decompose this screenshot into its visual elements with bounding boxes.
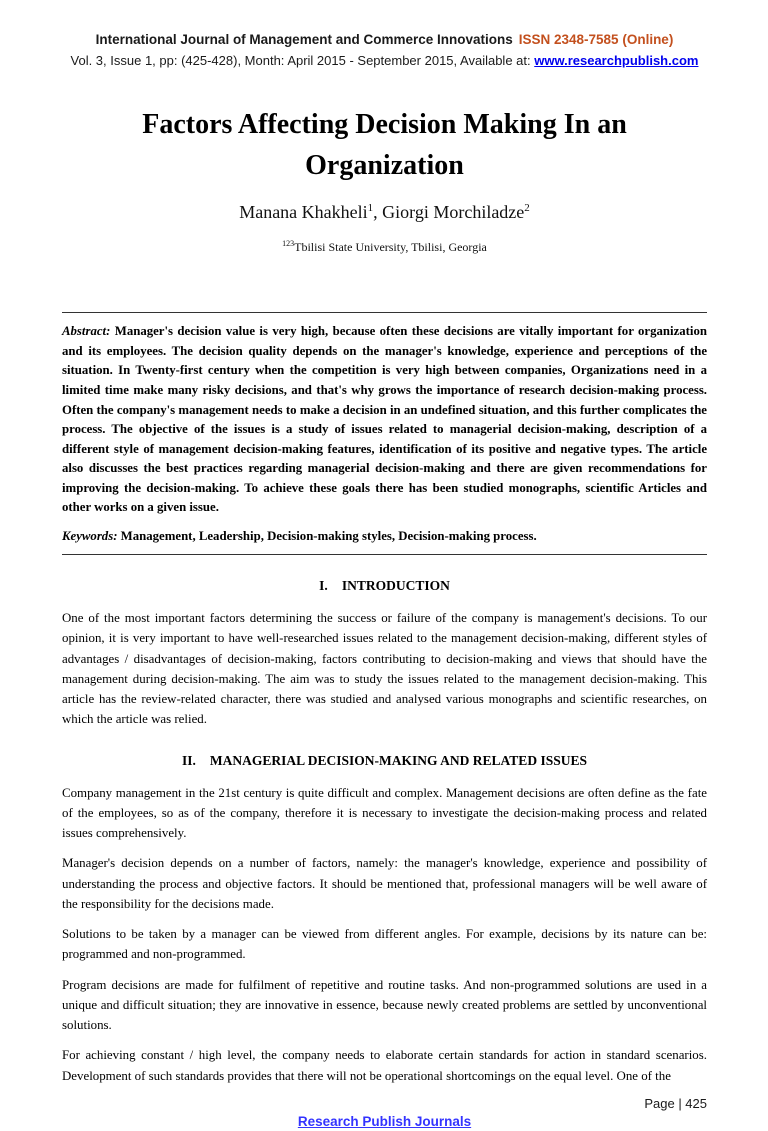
- author-2: Giorgi Morchiladze: [382, 202, 525, 223]
- volume-info: Vol. 3, Issue 1, pp: (425-428), Month: April 2015 - September 2015, Available at:: [70, 52, 535, 68]
- paragraph: Manager's decision depends on a number of factors, namely: the manager's knowledge, experience and possibility of understanding the process and objective factors. It should be mentioned that, professional managers will be well aware of the responsibility for the decisions made.: [62, 856, 707, 911]
- journal-title-line: [62, 30, 707, 51]
- paragraph: Solutions to be taken by a manager can be viewed from different angles. For example, decisions by its nature can be: programmed and non-programmed.: [62, 927, 707, 962]
- authors-line: [62, 202, 707, 223]
- paragraph: Company management in the 21st century is quite difficult and complex. Management decisions are often define as the fate of the employees, so as of the company, therefore it is necessary to investigate the decision-making process and related issues comprehensively.: [62, 785, 707, 841]
- keywords-line: [62, 529, 707, 544]
- affiliation-superscript: 123: [282, 239, 295, 249]
- paragraph: One of the most important factors determining the success or failure of the company is management's decisions. To our opinion, it is very important to have well-researched issues related to the management decision-making, different styles of advantages / disadvantages of decision-making, factors contributing to decision-making and views that should have the management during decision-making. The aim was to study the issues related to the management decision-making. This article has the review-related character, there was studied and analysed various monographs and scientific researches, on which the article was relied.: [62, 611, 707, 727]
- section-number: II.: [182, 752, 196, 768]
- title-line-1: Factors Affecting Decision Making In an: [142, 109, 627, 141]
- page-number: Page | 425: [644, 1095, 707, 1111]
- author-1: Manana Khakheli: [239, 202, 368, 223]
- journal-name: International Journal of Management and Commerce Innovations: [95, 32, 513, 47]
- paragraph: For achieving constant / high level, the company needs to elaborate certain standards for action in standard scenarios. Development of such standards provides that there will not be operational shortcomings on the equal level. One of the: [62, 1048, 707, 1083]
- author-2-superscript: 2: [524, 202, 530, 215]
- running-header: [62, 30, 707, 71]
- abstract-text: Manager's decision value is very high, because often these decisions are vitally important for organization and its employees. The decision quality depends on the manager's knowledge, experience and perceptions of the situation. In Twenty-first century when the competition is very high between companies, Organizations need in a limited time make many risky decisions, and that's why grows the importance of research decision-making process. Often the company's management needs to make a decision in an undefined situation, and this further complicates the process. The objective of the issues is a study of issues related to managerial decision-making, description of a different style of management decision-making features, identification of its positive and negative types. The article also discusses the best practices regarding managerial decision-making and there are given recommendations for improving the decision-making. To achieve these goals there has been studied monographs, scientific Articles and other works on a given issue.: [62, 324, 707, 515]
- divider-below-keywords: [62, 554, 707, 555]
- journal-website-link[interactable]: www.researchpublish.com: [534, 52, 699, 68]
- page-footer: [62, 1096, 707, 1131]
- affiliation-text: Tbilisi State University, Tbilisi, Georgia: [294, 240, 487, 255]
- section-number: I.: [319, 578, 328, 594]
- affiliation-line: [62, 239, 707, 255]
- abstract-paragraph: [62, 322, 707, 518]
- section-title: INTRODUCTION: [341, 578, 450, 594]
- keywords-label: Keywords:: [62, 529, 118, 544]
- author-separator: ,: [373, 202, 383, 223]
- publisher-line: [62, 1113, 707, 1131]
- volume-line: [62, 51, 707, 71]
- section-heading-introduction: [62, 578, 707, 594]
- paragraph: Program decisions are made for fulfilment of repetitive and routine tasks. And non-programmed solutions are used in a unique and difficult situation; they are innovative in essence, because newly created problems are settled by unconventional solutions.: [62, 977, 707, 1033]
- keywords-text: Management, Leadership, Decision-making styles, Decision-making process.: [117, 529, 537, 544]
- issn-label: ISSN 2348-7585 (Online): [518, 32, 674, 47]
- section-title: MANAGERIAL DECISION-MAKING AND RELATED ISSUES: [209, 752, 587, 768]
- abstract-label: Abstract:: [62, 324, 111, 339]
- publisher-link[interactable]: Research Publish Journals: [297, 1113, 472, 1129]
- section-heading-managerial-decision-making: [62, 753, 707, 769]
- title-block: [62, 105, 707, 255]
- title-line-2: Organization: [305, 149, 464, 181]
- abstract-block: [62, 313, 707, 554]
- page-title: [62, 105, 707, 186]
- author-1-superscript: 1: [367, 202, 374, 215]
